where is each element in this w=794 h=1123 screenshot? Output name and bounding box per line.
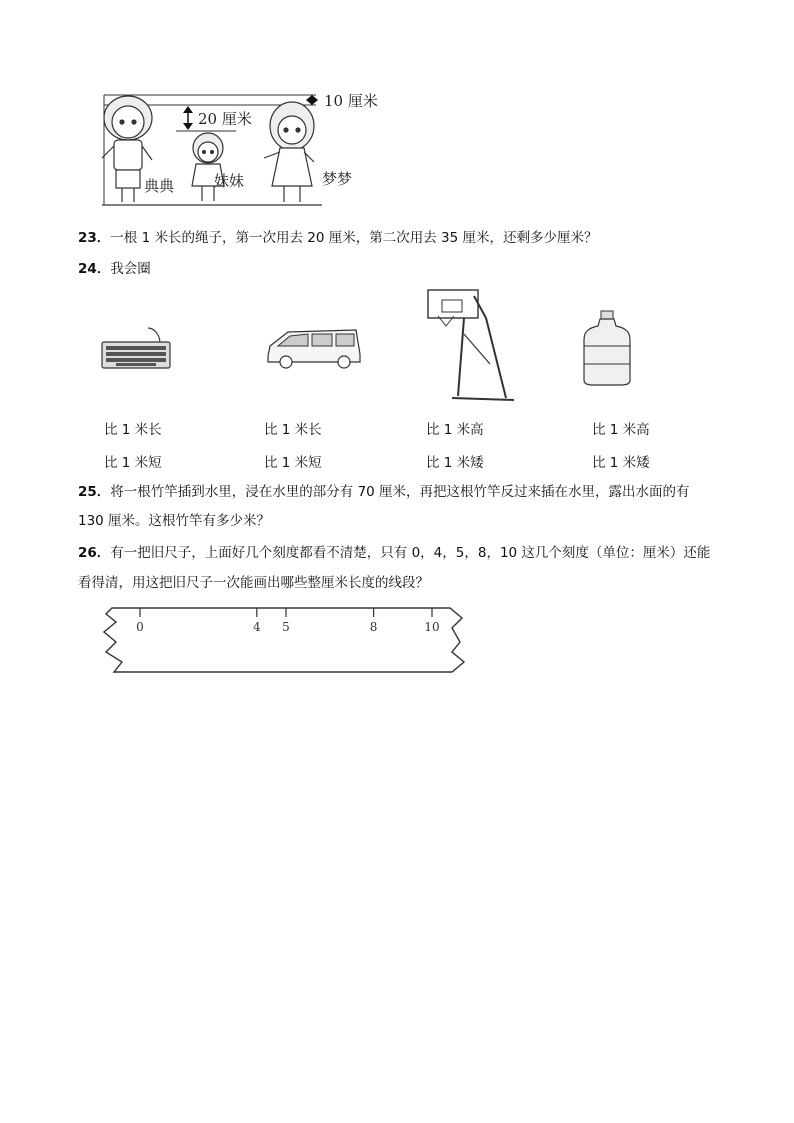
question-text-line2: 130 厘米。这根竹竿有多少米？ xyxy=(78,513,271,529)
question-number: 24． xyxy=(78,261,111,277)
name-diandian: 典典 xyxy=(144,177,175,195)
option-keyboard-shorter[interactable]: 比 1 米短 xyxy=(104,455,162,471)
question-number: 26． xyxy=(78,545,111,561)
ruler-label-8: 8 xyxy=(369,620,378,634)
option-hoop-taller[interactable]: 比 1 米高 xyxy=(426,422,484,438)
name-meimei: 妹妹 xyxy=(214,172,245,190)
small-girl-icon xyxy=(192,133,224,201)
question-number: 25． xyxy=(78,484,111,500)
question-text-line1: 将一根竹竿插到水里，浸在水里的部分有 70 厘米，再把这根竹竿反过来插在水里，露出水面的有 xyxy=(110,484,690,500)
tall-girl-icon xyxy=(264,102,314,202)
question-25 xyxy=(78,482,690,502)
ruler-label-10: 10 xyxy=(424,620,440,634)
question-text: 一根 1 米长的绳子，第一次用去 20 厘米，第二次用去 35 厘米，还剩多少厘米？ xyxy=(110,230,598,246)
question-text: 我会圈 xyxy=(110,261,151,277)
arrow-10cm-icon xyxy=(306,95,318,105)
basketball-hoop-icon xyxy=(424,288,520,408)
option-bottle-taller[interactable]: 比 1 米高 xyxy=(592,422,650,438)
name-mengmeng: 梦梦 xyxy=(322,170,353,188)
question-text-line1: 有一把旧尺子，上面好几个刻度都看不清楚，只有 0，4，5，8，10 这几个刻度（单位：厘米）还能 xyxy=(110,545,711,561)
van-icon xyxy=(264,326,364,370)
keyboard-icon xyxy=(100,322,174,372)
heights-figure xyxy=(96,86,396,212)
option-hoop-shorter[interactable]: 比 1 米矮 xyxy=(426,455,484,471)
question-number: 23． xyxy=(78,230,111,246)
option-keyboard-longer[interactable]: 比 1 米长 xyxy=(104,422,162,438)
question-26 xyxy=(78,543,710,563)
option-van-shorter[interactable]: 比 1 米短 xyxy=(264,455,322,471)
label-20cm: 20 厘米 xyxy=(198,110,252,128)
question-26-line2 xyxy=(78,573,429,593)
ruler-label-5: 5 xyxy=(282,620,290,634)
broken-ruler xyxy=(100,604,468,676)
ruler-label-0: 0 xyxy=(136,620,144,634)
question-23 xyxy=(78,228,598,248)
question-25-line2 xyxy=(78,511,270,531)
label-10cm: 10 厘米 xyxy=(324,92,378,110)
ruler-label-4: 4 xyxy=(252,620,261,634)
water-bottle-icon xyxy=(582,310,632,386)
arrow-20cm-icon xyxy=(183,106,193,130)
option-van-longer[interactable]: 比 1 米长 xyxy=(264,422,322,438)
option-bottle-shorter[interactable]: 比 1 米矮 xyxy=(592,455,650,471)
question-text-line2: 看得清，用这把旧尺子一次能画出哪些整厘米长度的线段？ xyxy=(78,575,429,591)
question-24 xyxy=(78,259,151,279)
